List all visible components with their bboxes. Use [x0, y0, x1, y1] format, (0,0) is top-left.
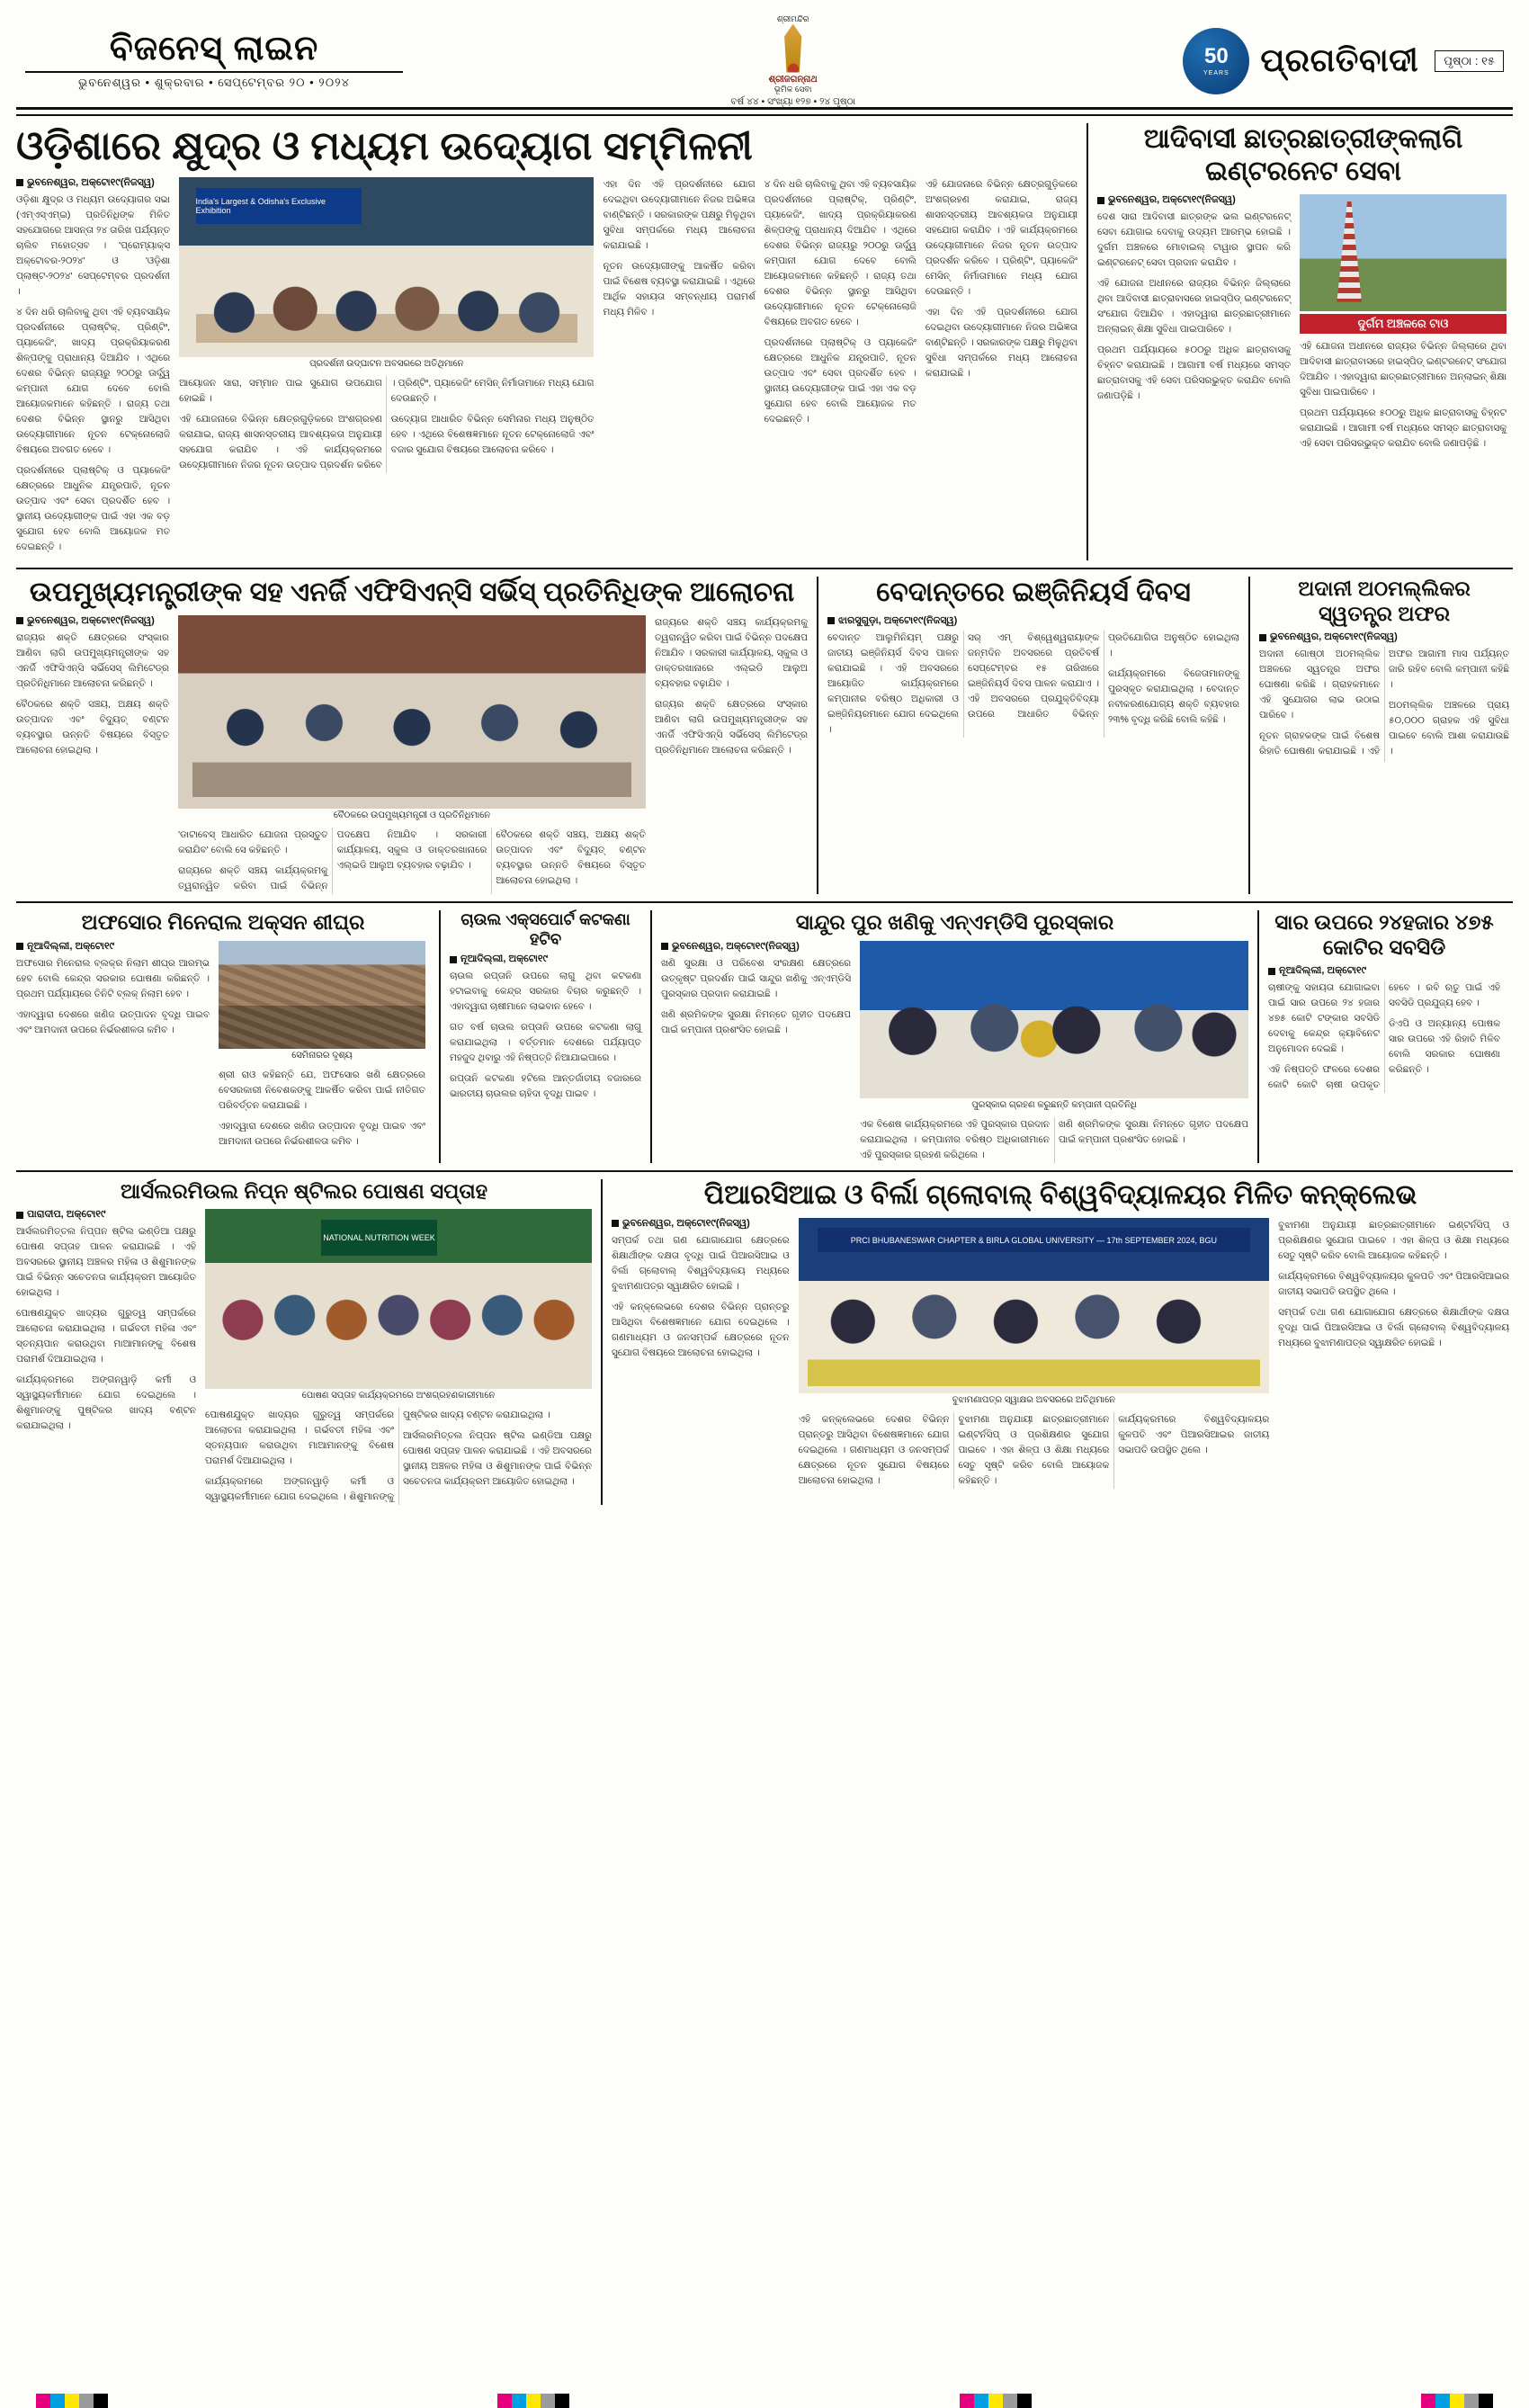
bullet-icon: [1268, 968, 1275, 975]
paragraph: ୪ ଦିନ ଧରି ଚାଲିବାକୁ ଥିବା ଏହି ବ୍ୟବସାୟିକ ପ୍ରଦର୍ଶନୀରେ ପ୍ଲାଷ୍ଟିକ୍, ପ୍ରିଣ୍ଟିଂ, ପ୍ୟାକେଜିଂ, ଖାଦ୍ୟ ପ୍ରକ୍ରିୟାକରଣ ଶିଳ୍ପଙ୍କୁ ପ୍ରାଧାନ୍ୟ ଦିଆଯିବ । ଏଥିରେ ଦେଶର ବିଭିନ୍ନ ରାଜ୍ୟରୁ ୨୦୦ରୁ ଊର୍ଦ୍ଧ୍ୱ କମ୍ପାନୀ ଯୋଗ ଦେବେ ବୋଲି ଆୟୋଜକମାନେ କହିଛନ୍ତି । ରାଜ୍ୟ ତଥା ଦେଶର ବିଭିନ୍ନ ସ୍ଥାନରୁ ଆସିଥିବା ଉଦ୍ୟୋଗୀମାନେ ନୂତନ ଟେକ୍ନୋଲୋଜି ବିଷୟରେ ଅବଗତ ହେବେ ।: [16, 306, 171, 455]
paragraph: ଏହାଦ୍ୱାରା ଦେଶରେ ଖଣିଜ ଉତ୍ପାଦନ ବୃଦ୍ଧି ପାଇବ ଏବଂ ଆମଦାନୀ ଉପରେ ନିର୍ଭରଶୀଳତା କମିବ ।: [16, 1008, 210, 1035]
energy-col2-body: [178, 828, 646, 894]
lead-col-4: [764, 177, 917, 560]
energy-col-3: [655, 615, 808, 894]
paragraph: ଏହି ଯୋଜନାରେ ବିଭିନ୍ନ କ୍ଷେତ୍ରଗୁଡ଼ିକରେ ଅଂଶଗ୍ରହଣ କରାଯାଇ, ରାଜ୍ୟ ଶାସନସ୍ତରୀୟ ଆବଶ୍ୟକତା ଅନୁଯାୟୀ ସହଯୋଗ କରାଯିବ । ଏହି କାର୍ଯ୍ୟକ୍ରମରେ ଉଦ୍ୟୋଗୀମାନେ ନିଜର ନୂତନ ଉତ୍ପାଦ ପ୍ରଦର୍ଶନ କରିବେ । ପ୍ରିଣ୍ଟିଂ, ପ୍ୟାକେଜିଂ ମେସିନ୍ ନିର୍ମାତାମାନେ ମଧ୍ୟ ଯୋଗ ଦେଉଛନ୍ତି ।: [925, 178, 1077, 297]
paragraph: ଖଣି ସୁରକ୍ଷା ଓ ପରିବେଶ ସଂରକ୍ଷଣ କ୍ଷେତ୍ରରେ ଉତ୍କୃଷ୍ଟ ପ୍ରଦର୍ଶନ ପାଇଁ ସାନ୍ଦୁର ଖଣିକୁ ଏନ୍ଏମ୍ଡିସି ପୁରସ୍କାର ପ୍ରଦାନ କରାଯାଇଛି ।: [661, 957, 852, 999]
masthead-divider: [25, 71, 403, 73]
page-number-badge: ପୃଷ୍ଠା : ୧୫: [1435, 50, 1504, 72]
bullet-icon: [612, 1220, 619, 1227]
internet-col1-body: [1097, 210, 1291, 404]
internet-byline-text: ଭୁବନେଶ୍ୱର, ଅକ୍ଟୋ୧୯(ନିଜସ୍ୱ): [1108, 194, 1236, 205]
paragraph: ଏହି ଯୋଜନା ଅଧୀନରେ ରାଜ୍ୟର ବିଭିନ୍ନ ଜିଲ୍ଲାରେ ଥିବା ଆଦିବାସୀ ଛାତ୍ରାବାସରେ ହାଇସ୍ପିଡ୍ ଇଣ୍ଟରନେଟ୍ ସଂଯୋଗ ଦିଆଯିବ । ଏହାଦ୍ୱାରା ଛାତ୍ରଛାତ୍ରୀମାନେ ଅନ୍‌ଲାଇନ୍ ଶିକ୍ଷା ସୁବିଧା ପାଇପାରିବେ ।: [1300, 341, 1507, 398]
energy-photo-image: [178, 615, 646, 809]
paragraph: କାର୍ଯ୍ୟକ୍ରମରେ ବିଶ୍ୱବିଦ୍ୟାଳୟର କୁଳପତି ଏବଂ ପିଆରସିଆଇର ଜାତୀୟ ସଭାପତି ଉପସ୍ଥିତ ଥିଲେ ।: [1118, 1413, 1270, 1455]
temple-bottom-label: ଭୂମିକ ସେବା: [773, 84, 812, 94]
energy-byline-text: ଭୁବନେଶ୍ୱର, ଅକ୍ଟୋ୧୯(ନିଜସ୍ୱ): [27, 614, 155, 626]
paragraph: ପ୍ରଦର୍ଶନୀରେ ପ୍ଲାଷ୍ଟିକ୍ ଓ ପ୍ୟାକେଜିଂ କ୍ଷେତ୍ରରେ ଆଧୁନିକ ଯନ୍ତ୍ରପାତି, ନୂତନ ଉତ୍ପାଦ ଏବଂ ସେବା ପ୍ରଦର୍ଶିତ ହେବ । ସ୍ଥାନୀୟ ଉଦ୍ୟୋଗୀଙ୍କ ପାଇଁ ଏହା ଏକ ବଡ଼ ସୁଯୋଗ ହେବ ବୋଲି ଆୟୋଜକ ମତ ଦେଇଛନ୍ତି ।: [764, 336, 917, 425]
color-bar-group: [36, 2394, 108, 2408]
mou-col-1: [612, 1218, 790, 1489]
mou-col-3: [1278, 1218, 1509, 1489]
nmdc-col-1: [661, 941, 851, 1163]
lead-col3-body: [603, 177, 755, 320]
offshore-photo: [219, 941, 425, 1062]
lead-col2-body: [179, 376, 594, 473]
offshore-byline: [16, 941, 210, 953]
energy-col1-body: [16, 631, 169, 758]
section-brand: [25, 31, 403, 90]
rice-body: [450, 969, 641, 1102]
offshore-story: [16, 910, 430, 1163]
color-bar-group: [1421, 2394, 1493, 2408]
rice-headline: ଚାଉଲ ଏକ୍ସପୋର୍ଟ କଟକଣା ହଟିବ: [460, 909, 630, 948]
lead-photo: [179, 177, 594, 371]
rice-byline-text: ନୂଆଦିଲ୍ଲୀ, ଅକ୍ଟୋ୧୯: [460, 953, 549, 965]
paragraph: ଆୟୋଜନ ସାରା, ସମ୍ମାନ ପାଇ ସୁଯୋଗ ଉପଯୋଗ ହୋଇଛି ।: [179, 377, 382, 404]
paragraph: ରାଜ୍ୟରେ ଶକ୍ତି ସଞ୍ଚୟ କାର୍ଯ୍ୟକ୍ରମକୁ ତ୍ୱରାନ୍ୱିତ କରିବା ପାଇଁ ବିଭିନ୍ନ ପଦକ୍ଷେପ ନିଆଯିବ । ସରକାରୀ କାର୍ଯ୍ୟାଳୟ, ସ୍କୁଲ ଓ ଡାକ୍ତରଖାନାରେ ଏଲ୍ଇଡି ଆଲୁଅ ବ୍ୟବହାର ବଢ଼ାଯିବ ।: [655, 616, 808, 689]
nutrition-headline: ଆର୍ସଲରମିଉଲ ନିପ୍‌ନ ଷ୍ଟିଲର ପୋଷଣ ସପ୍ତାହ: [120, 1178, 488, 1203]
offshore-col2-body: [219, 1068, 425, 1150]
offshore-col1-body: [16, 956, 210, 1038]
paragraph: ସର୍‌ ଏମ୍ ବିଶ୍ୱେଶ୍ୱରାୟାଙ୍କ ଜନ୍ମଦିନ ଅବସରରେ ପ୍ରତିବର୍ଷ ସେପ୍ଟେମ୍ବର ୧୫ ତାରିଖରେ ଇଞ୍ଜିନିୟର୍ସ ଦିବସ ପାଳନ କରାଯାଏ । ଏହି ଅବସରରେ ପ୍ରଯୁକ୍ତିବିଦ୍ୟା ଉପରେ ଆଧାରିତ ବିଭିନ୍ନ ପ୍ରତିଯୋଗିତା ଅନୁଷ୍ଠିତ ହୋଇଥିଲା ।: [968, 631, 1239, 720]
lead-col4-body: [764, 177, 917, 427]
anniversary-label: YEARS: [1203, 69, 1229, 76]
mou-headline: ପିଆରସିଆଇ ଓ ବିର୍ଲା ଗ୍ଲୋବାଲ୍ ବିଶ୍ୱବିଦ୍ୟାଳୟର ମିଳିତ କନ୍‌କ୍ଲେଭ: [703, 1179, 1417, 1210]
mou-photo-image: [799, 1218, 1270, 1393]
paragraph: ରପ୍ତାନି କଟକଣା ହଟିଲେ ଆନ୍ତର୍ଜାତୀୟ ବଜାରରେ ଭାରତୀୟ ଚାଉଲର ଚାହିଦା ବୃଦ୍ଧି ପାଇବ ।: [450, 1073, 641, 1100]
adani-headline: ଅଦାନୀ ଅଠମଲ୍ଲିକର ସ୍ୱତନ୍ତ୍ର ଅଫର: [1298, 576, 1471, 625]
photo-banner: PRCI BHUBANESWAR CHAPTER & BIRLA GLOBAL UNIVERSITY — 17th SEPTEMBER 2024, BGU: [818, 1228, 1251, 1252]
anniversary-badge: [1183, 28, 1249, 94]
adani-byline-text: ଭୁବନେଶ୍ୱର, ଅକ୍ଟୋ୧୯(ନିଜସ୍ୱ): [1270, 631, 1398, 643]
nutrition-byline: [16, 1209, 196, 1221]
paragraph: ବୁଝାମଣା ଅନୁଯାୟୀ ଛାତ୍ରଛାତ୍ରୀମାନେ ଇଣ୍ଟର୍ନସିପ୍ ଓ ପ୍ରଶିକ୍ଷଣର ସୁଯୋଗ ପାଇବେ । ଏହା ଶିଳ୍ପ ଓ ଶିକ୍ଷା ମଧ୍ୟରେ ସେତୁ ସୃଷ୍ଟି କରିବ ବୋଲି ଆୟୋଜକ କହିଛନ୍ତି ।: [958, 1413, 1110, 1486]
lead-col1-body: [16, 192, 170, 555]
paragraph: ନୂତନ ଉଦ୍ୟୋଗୀଙ୍କୁ ଆକର୍ଷିତ କରିବା ପାଇଁ ବିଶେଷ ବ୍ୟବସ୍ଥା କରାଯାଇଛି । ଏଥିରେ ଆର୍ଥିକ ସହାୟତା ସମ୍ବନ୍ଧୀୟ ପରାମର୍ଶ ମଧ୍ୟ ମିଳିବ ।: [603, 260, 756, 318]
vedanta-byline: [827, 615, 1239, 627]
paragraph: ଏକ ବିଶେଷ କାର୍ଯ୍ୟକ୍ରମରେ ଏହି ପୁରସ୍କାର ପ୍ରଦାନ କରାଯାଇଥିଲା । କମ୍ପାନୀର ବରିଷ୍ଠ ଅଧିକାରୀମାନେ ଏହି ପୁରସ୍କାର ଗ୍ରହଣ କରିଥିଲେ ।: [860, 1118, 1051, 1160]
bullet-icon: [16, 943, 23, 950]
paragraph: ଆର୍ସଲରମିତ୍ତଲ ନିପ୍‌ପନ ଷ୍ଟିଲ ଇଣ୍ଡିଆ ପକ୍ଷରୁ ପୋଷଣ ସପ୍ତାହ ପାଳନ କରାଯାଇଛି । ଏହି ଅବସରରେ ସ୍ଥାନୀୟ ଅଞ୍ଚଳର ମହିଳା ଓ ଶିଶୁମାନଙ୍କ ପାଇଁ ବିଭିନ୍ନ ସଚେତନତା କାର୍ଯ୍ୟକ୍ରମ ଆୟୋଜିତ ହୋଇଥିଲା ।: [403, 1430, 592, 1488]
rice-story: [439, 910, 641, 1163]
mou-photo: [799, 1218, 1270, 1407]
paragraph: ରାଜ୍ୟର ଶକ୍ତି କ୍ଷେତ୍ରରେ ସଂସ୍କାର ଆଣିବା ଲାଗି ଉପମୁଖ୍ୟମନ୍ତ୍ରୀଙ୍କ ସହ ଏନର୍ଜି ଏଫିସିଏନ୍‌ସି ସର୍ଭିସେସ୍ ଲିମିଟେଡ୍‌ର ପ୍ରତିନିଧିମାନେ ଆଲୋଚନା କରିଛନ୍ତି ।: [16, 631, 169, 689]
paragraph: ଅଠମଲ୍ଲିକ ଅଞ୍ଚଳରେ ପ୍ରାୟ ୫୦,୦୦୦ ଗ୍ରାହକ ଏହି ସୁବିଧା ପାଇବେ ବୋଲି ଆଶା କରାଯାଉଛି ।: [1389, 700, 1509, 757]
vedanta-byline-text: ଝାରସୁଗୁଡ଼ା, ଅକ୍ଟୋ୧୯(ନିଜସ୍ୱ): [838, 614, 958, 626]
mou-col2-body: [799, 1412, 1270, 1489]
nutrition-col1-body: [16, 1224, 196, 1434]
energy-photo-caption: ବୈଠକରେ ଉପମୁଖ୍ୟମନ୍ତ୍ରୀ ଓ ପ୍ରତିନିଧିମାନେ: [333, 810, 491, 820]
nmdc-byline: [661, 941, 851, 953]
nutrition-byline-text: ପାରାଦୀପ, ଅକ୍ଟୋ୧୯: [27, 1209, 106, 1221]
internet-col-2: [1300, 194, 1507, 457]
paragraph: ପ୍ରଥମ ପର୍ଯ୍ୟାୟରେ ୫୦୦ରୁ ଅଧିକ ଛାତ୍ରାବାସକୁ ଚିହ୍ନଟ କରାଯାଇଛି । ଆଗାମୀ ବର୍ଷ ମଧ୍ୟରେ ସମସ୍ତ ଛାତ୍ରାବାସକୁ ଏହି ସେବା ପରିସରଭୁକ୍ତ କରାଯିବ ବୋଲି ଜଣାପଡ଼ିଛି ।: [1097, 345, 1291, 401]
newspaper-title: ପ୍ରଗତିବାଦୀ: [1260, 41, 1419, 78]
offshore-headline: ଅଫସୋର ମିନେରାଲ ଅକ୍ସନ ଶୀଘ୍ର: [81, 909, 365, 934]
nutrition-col2-body: [205, 1408, 592, 1505]
offshore-photo-image: [219, 941, 425, 1049]
internet-story: [1086, 123, 1509, 560]
paragraph: ପ୍ରଦର୍ଶନୀରେ ପ୍ଲାଷ୍ଟିକ୍ ଓ ପ୍ୟାକେଜିଂ କ୍ଷେତ୍ରରେ ଆଧୁନିକ ଯନ୍ତ୍ରପାତି, ନୂତନ ଉତ୍ପାଦ ଏବଂ ସେବା ପ୍ରଦର୍ଶିତ ହେବ । ସ୍ଥାନୀୟ ଉଦ୍ୟୋଗୀଙ୍କ ପାଇଁ ଏହା ଏକ ବଡ଼ ସୁଯୋଗ ହେବ ବୋଲି ଆୟୋଜକ ମତ ଦେଇଛନ୍ତି ।: [16, 464, 171, 552]
energy-story: [16, 577, 808, 894]
nmdc-story: [650, 910, 1248, 1163]
paragraph: କାର୍ଯ୍ୟକ୍ରମରେ ଅଙ୍ଗନୱାଡ଼ି କର୍ମୀ ଓ ସ୍ୱାସ୍ଥ୍ୟକର୍ମୀମାନେ ଯୋଗ ଦେଇଥିଲେ । ଶିଶୁମାନଙ୍କୁ ପୁଷ୍ଟିକର ଖାଦ୍ୟ ବଣ୍ଟନ କରାଯାଇଥିଲା ।: [16, 1374, 196, 1432]
paragraph: ପୋଷଣଯୁକ୍ତ ଖାଦ୍ୟର ଗୁରୁତ୍ୱ ସମ୍ପର୍କରେ ଆଲୋଚନା କରାଯାଇଥିଲା । ଗର୍ଭବତୀ ମହିଳା ଏବଂ ସ୍ତନ୍ୟପାନ କରାଉଥିବା ମାଆମାନଙ୍କୁ ବିଶେଷ ପରାମର୍ଶ ଦିଆଯାଇଥିଲା ।: [205, 1410, 394, 1467]
paragraph: ଏହାଦ୍ୱାରା ଦେଶରେ ଖଣିଜ ଉତ୍ପାଦନ ବୃଦ୍ଧି ପାଇବ ଏବଂ ଆମଦାନୀ ଉପରେ ନିର୍ଭରଶୀଳତା କମିବ ।: [219, 1120, 425, 1147]
bullet-icon: [16, 179, 23, 186]
paragraph: ଡିଏପି ଓ ଅନ୍ୟାନ୍ୟ ପୋଷକ ସାର ଉପରେ ଏହି ରିହାତି ମିଳିବ ବୋଲି ସରକାର ଘୋଷଣା କରିଛନ୍ତି ।: [1389, 1018, 1500, 1076]
nutrition-col-2: [205, 1209, 592, 1505]
anniversary-number: 50: [1204, 43, 1229, 68]
offshore-byline-text: ନୂଆଦିଲ୍ଲୀ, ଅକ୍ଟୋ୧୯: [27, 940, 115, 952]
mou-byline: [612, 1218, 790, 1230]
paragraph: ଏହା ଦିନ ଏହି ପ୍ରଦର୍ଶନୀରେ ଯୋଗ ଦେଇଥିବା ଉଦ୍ୟୋଗୀମାନେ ନିଜର ଅଭିଜ୍ଞତା ବାଣ୍ଟିଛନ୍ତି । ସରକାରଙ୍କ ପକ୍ଷରୁ ମିଳୁଥିବା ସୁବିଧା ସମ୍ପର୍କରେ ମଧ୍ୟ ଆଲୋଚନା କରାଯାଇଛି ।: [603, 178, 756, 251]
section-energy: [16, 569, 1513, 903]
issue-info: ବର୍ଷ ୪୪ • ସଂଖ୍ୟା ୧୨୭ • ୨୪ ପୃଷ୍ଠା: [730, 95, 856, 107]
paragraph: ଖଣି ଶ୍ରମିକଙ୍କ ସୁରକ୍ଷା ନିମନ୍ତେ ଗୃହୀତ ପଦକ୍ଷେପ ପାଇଁ କମ୍ପାନୀ ପ୍ରଶଂସିତ ହୋଇଛି ।: [661, 1008, 852, 1035]
nutrition-photo: [205, 1209, 592, 1402]
lead-col-2: [179, 177, 594, 560]
nmdc-col1-body: [661, 956, 851, 1038]
paragraph: ଏହି ନିଷ୍ପତ୍ତି ଫଳରେ ଦେଶର କୋଟି କୋଟି ଚାଷୀ ଉପକୃତ ହେବେ । ରବି ଋତୁ ପାଇଁ ଏହି ସବସିଡି ପ୍ରଯୁଜ୍ୟ ହେବ ।: [1268, 982, 1500, 1091]
photo-banner: India's Largest & Odisha's Exclusive Exhibition: [196, 188, 362, 224]
rice-byline: [450, 953, 641, 965]
lead-story: [16, 123, 1077, 560]
bullet-icon: [450, 956, 457, 963]
internet-photo-caption: ଦୁର୍ଗମ ଅଞ୍ଚଳରେ ଟାଓ: [1300, 314, 1507, 334]
lead-col-3: [603, 177, 755, 560]
sar-headline: ସାର ଉପରେ ୨୪ହଜାର ୪୭୫ କୋଟିର ସବସିଡି: [1274, 909, 1494, 959]
paragraph: ଚାଷୀଙ୍କୁ ସହାୟତା ଯୋଗାଇବା ପାଇଁ ସାର ଉପରେ ୨୪ ହଜାର ୪୭୫ କୋଟି ଟଙ୍କାର ସବସିଡି ଦେବାକୁ କେନ୍ଦ୍ର କ୍ୟାବିନେଟ ଅନୁମୋଦନ ଦେଇଛି ।: [1268, 982, 1380, 1055]
paragraph: ବୁଝାମଣା ଅନୁଯାୟୀ ଛାତ୍ରଛାତ୍ରୀମାନେ ଇଣ୍ଟର୍ନସିପ୍ ଓ ପ୍ରଶିକ୍ଷଣର ସୁଯୋଗ ପାଇବେ । ଏହା ଶିଳ୍ପ ଓ ଶିକ୍ଷା ମଧ୍ୟରେ ସେତୁ ସୃଷ୍ଟି କରିବ ବୋଲି ଆୟୋଜକ କହିଛନ୍ତି ।: [1278, 1219, 1509, 1261]
color-bar-group: [497, 2394, 569, 2408]
bullet-icon: [661, 943, 668, 950]
paragraph: ୪ ଦିନ ଧରି ଚାଲିବାକୁ ଥିବା ଏହି ବ୍ୟବସାୟିକ ପ୍ରଦର୍ଶନୀରେ ପ୍ଲାଷ୍ଟିକ୍, ପ୍ରିଣ୍ଟିଂ, ପ୍ୟାକେଜିଂ, ଖାଦ୍ୟ ପ୍ରକ୍ରିୟାକରଣ ଶିଳ୍ପଙ୍କୁ ପ୍ରାଧାନ୍ୟ ଦିଆଯିବ । ଏଥିରେ ଦେଶର ବିଭିନ୍ନ ରାଜ୍ୟରୁ ୨୦୦ରୁ ଊର୍ଦ୍ଧ୍ୱ କମ୍ପାନୀ ଯୋଗ ଦେବେ ବୋଲି ଆୟୋଜକମାନେ କହିଛନ୍ତି । ରାଜ୍ୟ ତଥା ଦେଶର ବିଭିନ୍ନ ସ୍ଥାନରୁ ଆସିଥିବା ଉଦ୍ୟୋଗୀମାନେ ନୂତନ ଟେକ୍ନୋଲୋଜି ବିଷୟରେ ଅବଗତ ହେବେ ।: [764, 178, 917, 327]
section-lead: [16, 116, 1513, 569]
paragraph: ପୋଷଣଯୁକ୍ତ ଖାଦ୍ୟର ଗୁରୁତ୍ୱ ସମ୍ପର୍କରେ ଆଲୋଚନା କରାଯାଇଥିଲା । ଗର୍ଭବତୀ ମହିଳା ଏବଂ ସ୍ତନ୍ୟପାନ କରାଉଥିବା ମାଆମାନଙ୍କୁ ବିଶେଷ ପରାମର୍ଶ ଦିଆଯାଇଥିଲା ।: [16, 1308, 196, 1365]
sar-story: [1257, 910, 1500, 1163]
mou-photo-caption: ବୁଝାମଣାପତ୍ର ସ୍ୱାକ୍ଷର ଅବସରରେ ଅତିଥିମାନେ: [952, 1394, 1116, 1405]
energy-photo: [178, 615, 646, 822]
internet-byline: [1097, 194, 1291, 206]
paragraph: ଏହି ଯୋଜନାରେ ବିଭିନ୍ନ କ୍ଷେତ୍ରଗୁଡ଼ିକରେ ଅଂଶଗ୍ରହଣ କରାଯାଇ, ରାଜ୍ୟ ଶାସନସ୍ତରୀୟ ଆବଶ୍ୟକତା ଅନୁଯାୟୀ ସହଯୋଗ କରାଯିବ । ଏହି କାର୍ଯ୍ୟକ୍ରମରେ ଉଦ୍ୟୋଗୀମାନେ ନିଜର ନୂତନ ଉତ୍ପାଦ ପ୍ରଦର୍ଶନ କରିବେ । ପ୍ରିଣ୍ଟିଂ, ପ୍ୟାକେଜିଂ ମେସିନ୍ ନିର୍ମାତାମାନେ ମଧ୍ୟ ଯୋଗ ଦେଉଛନ୍ତି ।: [179, 377, 595, 470]
lead-col5-body: [925, 177, 1077, 381]
adani-body: [1259, 647, 1509, 762]
section-bottom: [16, 1172, 1513, 1513]
vedanta-body: [827, 631, 1239, 738]
sar-byline: [1268, 965, 1500, 977]
adani-story: [1248, 577, 1509, 894]
section-minerals: [16, 903, 1513, 1172]
energy-col3-body: [655, 615, 808, 758]
internet-headline: ଆଦିବାସୀ ଛାତ୍ରଛାତ୍ରୀଙ୍କଲାଗି ଇଣ୍ଟରନେଟ ସେବା: [1143, 124, 1463, 186]
paragraph: ଖଣି ଶ୍ରମିକଙ୍କ ସୁରକ୍ଷା ନିମନ୍ତେ ଗୃହୀତ ପଦକ୍ଷେପ ପାଇଁ କମ୍ପାନୀ ପ୍ରଶଂସିତ ହୋଇଛି ।: [1059, 1118, 1248, 1145]
temple-icon: [766, 24, 820, 73]
internet-photo-image: [1300, 194, 1507, 311]
paragraph: ରାଜ୍ୟରେ ଶକ୍ତି ସଞ୍ଚୟ କାର୍ଯ୍ୟକ୍ରମକୁ ତ୍ୱରାନ୍ୱିତ କରିବା ପାଇଁ ବିଭିନ୍ନ ପଦକ୍ଷେପ ନିଆଯିବ । ସରକାରୀ କାର୍ଯ୍ୟାଳୟ, ସ୍କୁଲ ଓ ଡାକ୍ତରଖାନାରେ ଏଲ୍ଇଡି ଆଲୁଅ ବ୍ୟବହାର ବଢ଼ାଯିବ ।: [178, 828, 487, 891]
lead-col-1: [16, 177, 170, 560]
nmdc-photo-image: [860, 941, 1248, 1098]
paragraph: ପ୍ରଥମ ପର୍ଯ୍ୟାୟରେ ୫୦୦ରୁ ଅଧିକ ଛାତ୍ରାବାସକୁ ଚିହ୍ନଟ କରାଯାଇଛି । ଆଗାମୀ ବର୍ଷ ମଧ୍ୟରେ ସମସ୍ତ ଛାତ୍ରାବାସକୁ ଏହି ସେବା ପରିସରଭୁକ୍ତ କରାଯିବ ବୋଲି ଜଣାପଡ଼ିଛି ।: [1300, 407, 1507, 449]
vedanta-story: [817, 577, 1239, 894]
paragraph: ଏହି କନ୍‌କ୍ଲେଭରେ ଦେଶର ବିଭିନ୍ନ ପ୍ରାନ୍ତରୁ ଆସିଥିବା ବିଶେଷଜ୍ଞମାନେ ଯୋଗ ଦେଇଥିଲେ । ଗଣମାଧ୍ୟମ ଓ ଜନସମ୍ପର୍କ କ୍ଷେତ୍ରରେ ନୂତନ ସୁଯୋଗ ବିଷୟରେ ଆଲୋଚନା ହୋଇଥିଲା ।: [798, 1413, 950, 1486]
internet-col-1: [1097, 194, 1291, 457]
paragraph: ଓଡ଼ିଶା କ୍ଷୁଦ୍ର ଓ ମଧ୍ୟମ ଉଦ୍ୟୋଗର ସଭା (ଏମ୍ଏସ୍ଏମ୍ଇ) ପ୍ରତିନିଧିଙ୍କ ମିଳିତ ସହଯୋଗରେ ଆସନ୍ତା ୨୪ ତାରିଖ ପର୍ଯ୍ୟନ୍ତ ଚାଲିବ ମହୋତ୍ସବ । 'ପ୍ରୋମ୍ୟାକ୍ସ ଅକ୍ଟୋବର-୨୦୨୪' ଓ 'ଓଡ଼ିଶା ପ୍ଲାଷ୍ଟ-୨୦୨୪' ସେପ୍ଟେମ୍ବର ପ୍ରଦର୍ଶନୀ ।: [16, 193, 171, 297]
paragraph: କାର୍ଯ୍ୟକ୍ରମରେ ଅଙ୍ଗନୱାଡ଼ି କର୍ମୀ ଓ ସ୍ୱାସ୍ଥ୍ୟକର୍ମୀମାନେ ଯୋଗ ଦେଇଥିଲେ । ଶିଶୁମାନଙ୍କୁ ପୁଷ୍ଟିକର ଖାଦ୍ୟ ବଣ୍ଟନ କରାଯାଇଥିଲା ।: [205, 1410, 550, 1503]
nmdc-photo: [860, 941, 1248, 1112]
temple-mid-label: ଶ୍ରୀଜଗନ୍ନାଥ: [768, 74, 818, 85]
paragraph: ଏହି କନ୍‌କ୍ଲେଭରେ ଦେଶର ବିଭିନ୍ନ ପ୍ରାନ୍ତରୁ ଆସିଥିବା ବିଶେଷଜ୍ଞମାନେ ଯୋଗ ଦେଇଥିଲେ । ଗଣମାଧ୍ୟମ ଓ ଜନସମ୍ପର୍କ କ୍ଷେତ୍ରରେ ନୂତନ ସୁଯୋଗ ବିଷୟରେ ଆଲୋଚନା ହୋଇଥିଲା ।: [612, 1301, 790, 1358]
paragraph: ବୈଠକରେ ଶକ୍ତି ସଞ୍ଚୟ, ଅକ୍ଷୟ ଶକ୍ତି ଉତ୍ପାଦନ ଏବଂ ବିଦ୍ୟୁତ୍ ବଣ୍ଟନ ବ୍ୟବସ୍ଥାର ଉନ୍ନତି ବିଷୟରେ ବିସ୍ତୃତ ଆଲୋଚନା ହୋଇଥିଲା ।: [496, 828, 646, 886]
paragraph: ବେଦାନ୍ତ ଆଲୁମିନିୟମ୍ ପକ୍ଷରୁ ଜାତୀୟ ଇଞ୍ଜିନିୟର୍ସ ଦିବସ ପାଳନ କରାଯାଇଛି । ଏହି ଅବସରରେ ଆୟୋଜିତ କାର୍ଯ୍ୟକ୍ରମରେ କମ୍ପାନୀର ବରିଷ୍ଠ ଅଧିକାରୀ ଓ ଇଞ୍ଜିନିୟରମାନେ ଯୋଗ ଦେଇଥିଲେ ।: [827, 631, 959, 735]
paragraph: ଅଦାନୀ ଗୋଷ୍ଠୀ ଅଠମଲ୍ଲିକ ଅଞ୍ଚଳରେ ସ୍ୱତନ୍ତ୍ର ଅଫର ଘୋଷଣା କରିଛି । ଗ୍ରାହକମାନେ ଏହି ସୁଯୋଗର ଲାଭ ଉଠାଇ ପାରିବେ ।: [1259, 649, 1380, 721]
sar-byline-text: ନୂଆଦିଲ୍ଲୀ, ଅକ୍ଟୋ୧୯: [1279, 965, 1367, 977]
energy-col-2: [178, 615, 646, 894]
section-dateline: ଭୁବନେଶ୍ୱର • ଶୁକ୍ରବାର • ସେପ୍ଟେମ୍ବର ୨୦ • ୨୦୨୪: [78, 75, 350, 89]
lead-col-5: [925, 177, 1077, 560]
nutrition-col-1: [16, 1209, 196, 1505]
paragraph: ଚାଉଲ ରପ୍ତାନି ଉପରେ ଲାଗୁ ଥିବା କଟକଣା ହଟାଇବାକୁ କେନ୍ଦ୍ର ସରକାର ବିଚାର କରୁଛନ୍ତି । ଏହାଦ୍ୱାରା ଚାଷୀମାନେ ଲାଭବାନ ହେବେ ।: [450, 971, 641, 1013]
offshore-col-2: [219, 941, 425, 1155]
bullet-icon: [1097, 197, 1104, 204]
mou-byline-text: ଭୁବନେଶ୍ୱର, ଅକ୍ଟୋ୧୯(ନିଜସ୍ୱ): [622, 1217, 750, 1229]
nmdc-headline: ସାନ୍ଦୁର ପୁର ଖଣିକୁ ଏନ୍ଏମ୍ଡିସି ପୁରସ୍କାର: [795, 909, 1114, 934]
internet-col2-body: [1300, 339, 1507, 452]
paragraph: ଏହା ଦିନ ଏହି ପ୍ରଦର୍ଶନୀରେ ଯୋଗ ଦେଇଥିବା ଉଦ୍ୟୋଗୀମାନେ ନିଜର ଅଭିଜ୍ଞତା ବାଣ୍ଟିଛନ୍ତି । ସରକାରଙ୍କ ପକ୍ଷରୁ ମିଳୁଥିବା ସୁବିଧା ସମ୍ପର୍କରେ ମଧ୍ୟ ଆଲୋଚନା କରାଯାଇଛି ।: [925, 306, 1077, 379]
paragraph: ଏହି ଯୋଜନା ଅଧୀନରେ ରାଜ୍ୟର ବିଭିନ୍ନ ଜିଲ୍ଲାରେ ଥିବା ଆଦିବାସୀ ଛାତ୍ରାବାସରେ ହାଇସ୍ପିଡ୍ ଇଣ୍ଟରନେଟ୍ ସଂଯୋଗ ଦିଆଯିବ । ଏହାଦ୍ୱାରା ଛାତ୍ରଛାତ୍ରୀମାନେ ଅନ୍‌ଲାଇନ୍ ଶିକ୍ଷା ସୁବିଧା ପାଇପାରିବେ ।: [1097, 278, 1291, 335]
paragraph: ଶ୍ରୀ ରାଓ କହିଛନ୍ତି ଯେ, ଅଫସୋର ଖଣି କ୍ଷେତ୍ରରେ ବେସରକାରୀ ନିବେଶକଙ୍କୁ ଆକର୍ଷିତ କରିବା ପାଇଁ ନୀତିଗତ ପରିବର୍ତ୍ତନ କରାଯାଇଛି ।: [219, 1069, 425, 1111]
paragraph: ଦେଶ ସାରା ଆଦିବାସୀ ଛାତ୍ରଙ୍କ ଭଲ ଇଣ୍ଟରନେଟ୍ ସେବା ଯୋଗାଇ ଦେବାକୁ ଉଦ୍ୟମ ଆରମ୍ଭ ହୋଇଛି । ଦୁର୍ଗମ ଅଞ୍ଚଳରେ ମୋବାଇଲ୍ ଟାୱାର ସ୍ଥାପନ କରି ଇଣ୍ଟରନେଟ୍ ସେବା ପ୍ରଦାନ କରାଯିବ ।: [1097, 211, 1291, 268]
mou-col3-body: [1278, 1218, 1509, 1351]
lead-headline: ଓଡ଼ିଶାରେ କ୍ଷୁଦ୍ର ଓ ମଧ୍ୟମ ଉଦ୍ୟୋଗ ସମ୍ମିଳନୀ: [16, 124, 753, 168]
paragraph: ନୂତନ ଗ୍ରାହକଙ୍କ ପାଇଁ ବିଶେଷ ରିହାତି ଘୋଷଣା କରାଯାଇଛି । ଏହି ଅଫର ଆଗାମୀ ମାସ ପର୍ଯ୍ୟନ୍ତ ଜାରି ରହିବ ବୋଲି କମ୍ପାନୀ କହିଛି ।: [1259, 649, 1509, 757]
nmdc-col2-body: [860, 1117, 1248, 1163]
nutrition-story: [16, 1179, 592, 1506]
lead-photo-caption: ପ୍ରଦର୍ଶନୀ ଉଦ୍‌ଘାଟନ ଅବସରରେ ଅତିଥିମାନେ: [309, 358, 464, 369]
bullet-icon: [1259, 634, 1266, 641]
masthead: [16, 13, 1513, 110]
nutrition-photo-caption: ପୋଷଣ ସପ୍ତାହ କାର୍ଯ୍ୟକ୍ରମରେ ଅଂଶଗ୍ରହଣକାରୀମାନେ: [301, 1391, 496, 1401]
nmdc-byline-text: ଭୁବନେଶ୍ୱର, ଅକ୍ଟୋ୧୯(ନିଜସ୍ୱ): [672, 940, 800, 952]
paragraph: ସମ୍ପର୍କ ତଥା ଗଣ ଯୋଗାଯୋଗ କ୍ଷେତ୍ରରେ ଶିକ୍ଷାର୍ଥୀଙ୍କ ଦକ୍ଷତା ବୃଦ୍ଧି ପାଇଁ ପିଆରସିଆଇ ଓ ବିର୍ଲା ଗ୍ଲୋବାଲ୍ ବିଶ୍ୱବିଦ୍ୟାଳୟ ମଧ୍ୟରେ ବୁଝାମଣାପତ୍ର ସ୍ୱାକ୍ଷରିତ ହୋଇଛି ।: [1278, 1306, 1509, 1348]
color-registration-bars: [0, 2394, 1529, 2408]
paragraph: ସମ୍ପର୍କ ତଥା ଗଣ ଯୋଗାଯୋଗ କ୍ଷେତ୍ରରେ ଶିକ୍ଷାର୍ଥୀଙ୍କ ଦକ୍ଷତା ବୃଦ୍ଧି ପାଇଁ ପିଆରସିଆଇ ଓ ବିର୍ଲା ଗ୍ଲୋବାଲ୍ ବିଶ୍ୱବିଦ୍ୟାଳୟ ମଧ୍ୟରେ ବୁଝାମଣାପତ୍ର ସ୍ୱାକ୍ଷରିତ ହୋଇଛି ।: [612, 1234, 790, 1292]
paragraph: କାର୍ଯ୍ୟକ୍ରମରେ ବିଶ୍ୱବିଦ୍ୟାଳୟର କୁଳପତି ଏବଂ ପିଆରସିଆଇର ଜାତୀୟ ସଭାପତି ଉପସ୍ଥିତ ଥିଲେ ।: [1278, 1270, 1509, 1297]
paragraph: ବୈଠକରେ ଶକ୍ତି ସଞ୍ଚୟ, ଅକ୍ଷୟ ଶକ୍ତି ଉତ୍ପାଦନ ଏବଂ ବିଦ୍ୟୁତ୍ ବଣ୍ଟନ ବ୍ୟବସ୍ଥାର ଉନ୍ନତି ବିଷୟରେ ବିସ୍ତୃତ ଆଲୋଚନା ହୋଇଥିଲା ।: [16, 698, 169, 756]
sar-body: [1268, 980, 1500, 1093]
adani-byline: [1259, 631, 1509, 643]
bullet-icon: [16, 1212, 23, 1219]
vedanta-headline: ବେଦାନ୍ତରେ ଇଞ୍ଜିନିୟର୍ସ ଦିବସ: [876, 577, 1191, 607]
paragraph: ଅଫସୋର ମିନେରାଲ ବ୍ଲକ୍‌ର ନିଲାମ ଶୀଘ୍ର ଆରମ୍ଭ ହେବ ବୋଲି କେନ୍ଦ୍ର ସରକାର ଘୋଷଣା କରିଛନ୍ତି । ପ୍ରଥମ ପର୍ଯ୍ୟାୟରେ ତିନିଟି ବ୍ଲକ୍ ନିଲାମ ହେବ ।: [16, 957, 210, 999]
nmdc-col-2: [860, 941, 1248, 1163]
paragraph: 'ଡାଟାବେସ୍ ଆଧାରିତ ଯୋଜନା ପ୍ରସ୍ତୁତ କରାଯିବ' ବୋଲି ସେ କହିଛନ୍ତି ।: [178, 828, 328, 855]
temple-emblem-block: [645, 14, 942, 108]
energy-byline: [16, 615, 169, 627]
lead-byline-text: ଭୁବନେଶ୍ୱର, ଅକ୍ଟୋ୧୯(ନିଜସ୍ୱ): [27, 176, 155, 188]
bullet-icon: [827, 617, 835, 624]
mou-col1-body: [612, 1233, 790, 1361]
temple-top-label: ଶ୍ରୀମନ୍ଦିର: [776, 13, 809, 23]
section-title: ବିଜନେସ୍ ଲାଇନ: [109, 30, 319, 68]
paragraph: ଆର୍ସଲରମିତ୍ତଲ ନିପ୍‌ପନ ଷ୍ଟିଲ ଇଣ୍ଡିଆ ପକ୍ଷରୁ ପୋଷଣ ସପ୍ତାହ ପାଳନ କରାଯାଇଛି । ଏହି ଅବସରରେ ସ୍ଥାନୀୟ ଅଞ୍ଚଳର ମହିଳା ଓ ଶିଶୁମାନଙ୍କ ପାଇଁ ବିଭିନ୍ନ ସଚେତନତା କାର୍ଯ୍ୟକ୍ରମ ଆୟୋଜିତ ହୋଇଥିଲା ।: [16, 1226, 196, 1299]
lead-photo-image: [179, 177, 594, 357]
paragraph: ରାଜ୍ୟର ଶକ୍ତି କ୍ଷେତ୍ରରେ ସଂସ୍କାର ଆଣିବା ଲାଗି ଉପମୁଖ୍ୟମନ୍ତ୍ରୀଙ୍କ ସହ ଏନର୍ଜି ଏଫିସିଏନ୍‌ସି ସର୍ଭିସେସ୍ ଲିମିଟେଡ୍‌ର ପ୍ରତିନିଧିମାନେ ଆଲୋଚନା କରିଛନ୍ତି ।: [655, 698, 808, 756]
energy-headline: ଉପମୁଖ୍ୟମନ୍ତ୍ରୀଙ୍କ ସହ ଏନର୍ଜି ଏଫିସିଏନ୍‌ସି ସର୍ଭିସ୍ ପ୍ରତିନିଧିଙ୍କ ଆଲୋଚନା: [29, 577, 795, 607]
offshore-photo-caption: ସେମିନାରର ଦୃଶ୍ୟ: [291, 1050, 353, 1061]
nmdc-photo-caption: ପୁରସ୍କାର ଗ୍ରହଣ କରୁଛନ୍ତି କମ୍ପାନୀ ପ୍ରତିନିଧି: [971, 1099, 1137, 1110]
mou-col-2: [799, 1218, 1270, 1489]
internet-photo: [1300, 194, 1507, 334]
energy-col-1: [16, 615, 169, 894]
color-bar-group: [960, 2394, 1032, 2408]
paragraph: ଉଦ୍ୟୋଗ ଆଧାରିତ ବିଭିନ୍ନ ସେମିନାର ମଧ୍ୟ ଅନୁଷ୍ଠିତ ହେବ । ଏଥିରେ ବିଶେଷଜ୍ଞମାନେ ନୂତନ ଟେକ୍ନୋଲୋଜି ଏବଂ ବଜାର ସୁଯୋଗ ବିଷୟରେ ଆଲୋଚନା କରିବେ ।: [390, 413, 595, 455]
offshore-col-1: [16, 941, 210, 1155]
bullet-icon: [16, 617, 23, 624]
paragraph: ଗତ ବର୍ଷ ଚାଉଲ ରପ୍ତାନି ଉପରେ କଟକଣା ଲାଗୁ କରାଯାଇଥିଲା । ବର୍ତ୍ତମାନ ଦେଶରେ ପର୍ଯ୍ୟାପ୍ତ ମହଜୁଦ ଥିବାରୁ ଏହି ନିଷ୍ପତ୍ତି ନିଆଯାଇପାରେ ।: [450, 1022, 641, 1064]
publication-brand: [1183, 28, 1504, 94]
mou-story: [601, 1179, 1509, 1506]
lead-byline: [16, 177, 170, 189]
photo-banner: NATIONAL NUTRITION WEEK: [321, 1220, 437, 1256]
paragraph: କାର୍ଯ୍ୟକ୍ରମରେ ବିଜେତାମାନଙ୍କୁ ପୁରସ୍କୃତ କରାଯାଇଥିଲା । ବେଦାନ୍ତ ନବୀକରଣଯୋଗ୍ୟ ଶକ୍ତି ବ୍ୟବହାର ୨୩% ବୃଦ୍ଧି କରିଛି ବୋଲି କହିଛି ।: [1108, 667, 1239, 725]
nutrition-photo-image: [205, 1209, 592, 1389]
